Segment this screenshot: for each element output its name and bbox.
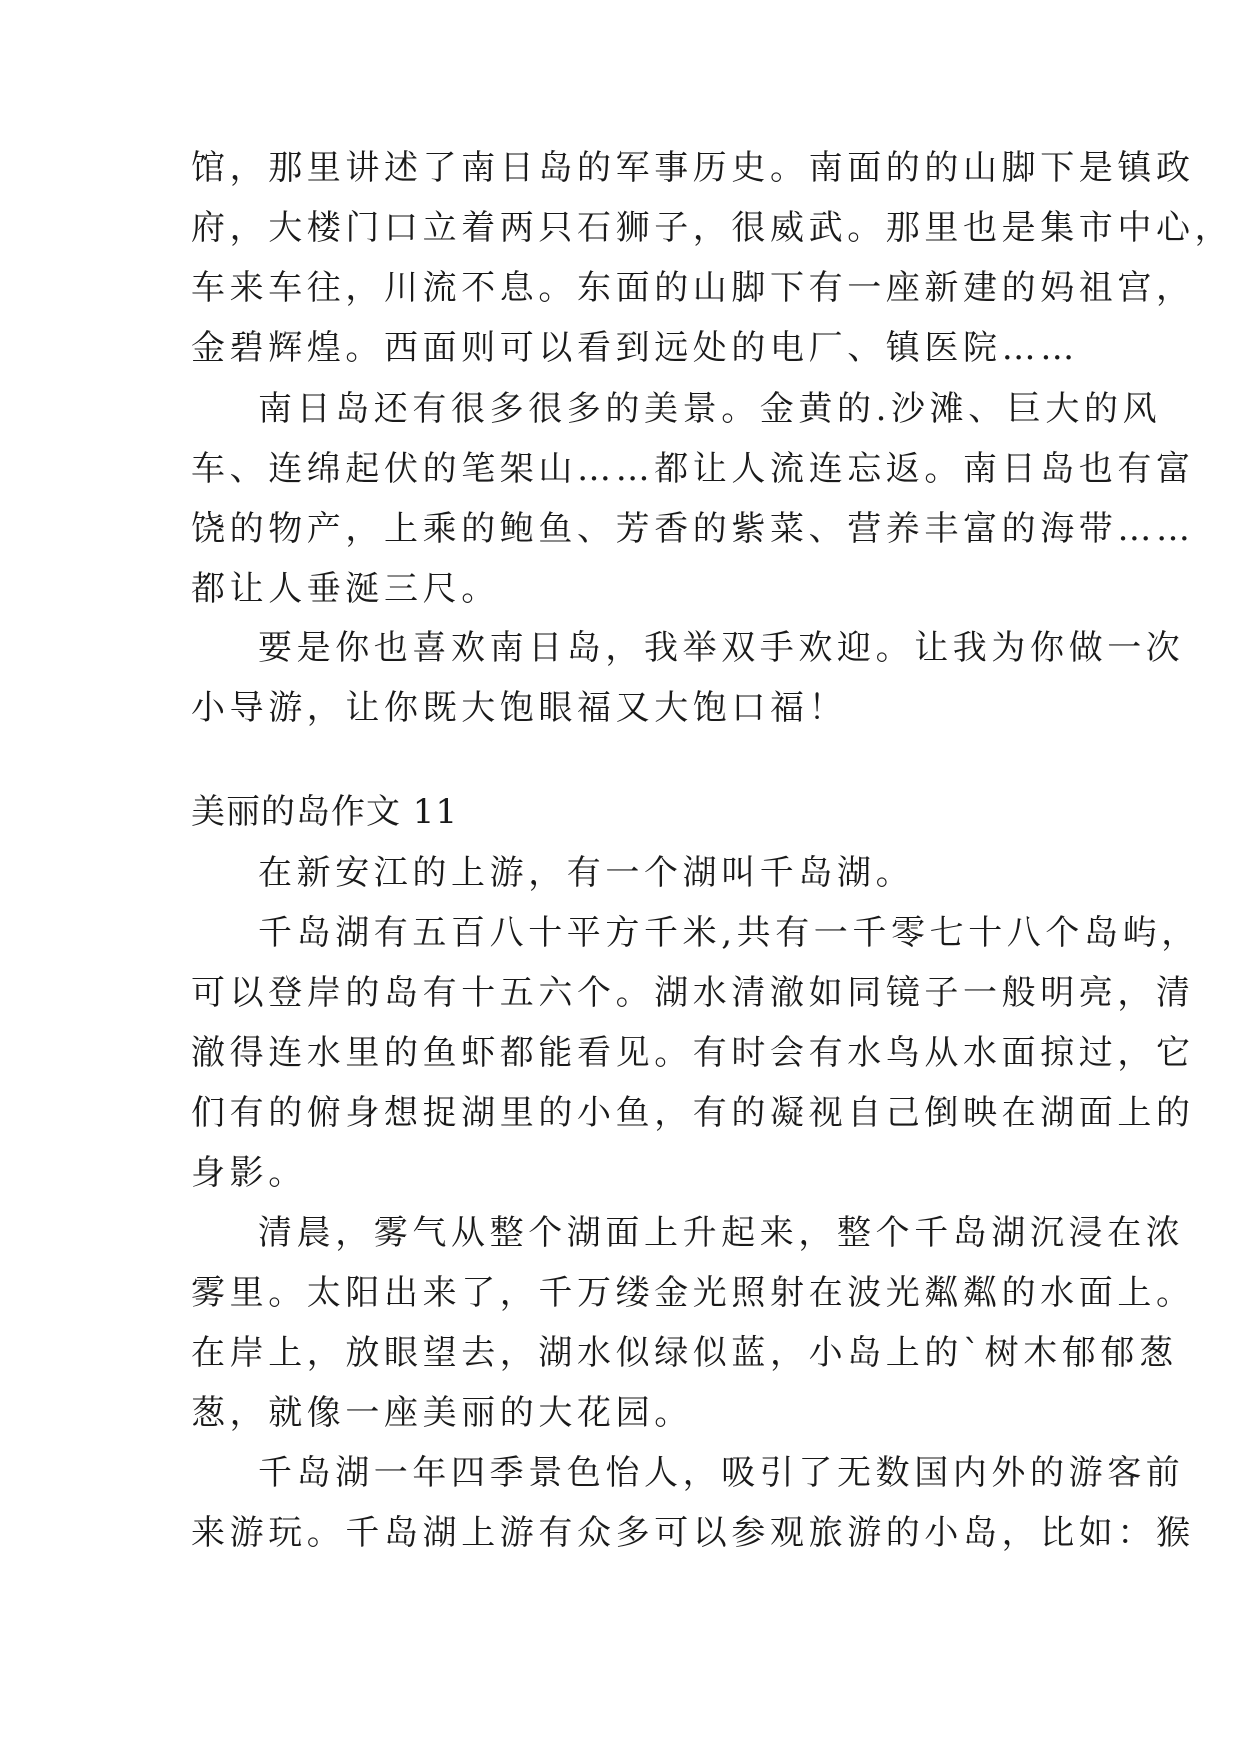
section-heading: 美丽的岛作文 11 [191, 792, 459, 832]
text-line: 小导游，让你既大饱眼福又大饱口福！ [191, 688, 848, 728]
text-line: 饶的物产，上乘的鲍鱼、芳香的紫菜、营养丰富的海带…… [191, 509, 1195, 549]
text-line: 在岸上，放眼望去，湖水似绿似蓝，小岛上的`树木郁郁葱 [191, 1333, 1178, 1373]
text-line: 金碧辉煌。西面则可以看到远处的电厂、镇医院…… [191, 328, 1079, 368]
text-line: 车、连绵起伏的笔架山……都让人流连忘返。南日岛也有富 [191, 449, 1195, 489]
text-line: 都让人垂涎三尺。 [191, 569, 500, 609]
text-line: 车来车往，川流不息。东面的山脚下有一座新建的妈祖宫， [191, 268, 1195, 308]
paragraph-first-line: 在新安江的上游，有一个湖叫千岛湖。 [258, 853, 915, 893]
text-line: 们有的俯身想捉湖里的小鱼，有的凝视自己倒映在湖面上的 [191, 1093, 1195, 1133]
text-line: 澈得连水里的鱼虾都能看见。有时会有水鸟从水面掠过，它 [191, 1033, 1195, 1073]
text-line: 来游玩。千岛湖上游有众多可以参观旅游的小岛，比如：猴 [191, 1513, 1195, 1553]
paragraph-first-line: 千岛湖一年四季景色怡人，吸引了无数国内外的游客前 [258, 1453, 1185, 1493]
text-line: 馆，那里讲述了南日岛的军事历史。南面的的山脚下是镇政 [191, 148, 1195, 188]
paragraph-first-line: 要是你也喜欢南日岛，我举双手欢迎。让我为你做一次 [258, 628, 1185, 668]
text-line: 雾里。太阳出来了，千万缕金光照射在波光粼粼的水面上。 [191, 1273, 1195, 1313]
text-line: 府，大楼门口立着两只石狮子，很威武。那里也是集市中心， [191, 208, 1234, 248]
text-line: 身影。 [191, 1153, 307, 1193]
paragraph-first-line: 清晨，雾气从整个湖面上升起来，整个千岛湖沉浸在浓 [258, 1213, 1185, 1253]
paragraph-first-line: 千岛湖有五百八十平方千米,共有一千零七十八个岛屿， [258, 913, 1200, 953]
text-line: 葱，就像一座美丽的大花园。 [191, 1393, 693, 1433]
text-line: 可以登岸的岛有十五六个。湖水清澈如同镜子一般明亮，清 [191, 973, 1195, 1013]
paragraph-first-line: 南日岛还有很多很多的美景。金黄的.沙滩、巨大的风 [258, 389, 1162, 429]
